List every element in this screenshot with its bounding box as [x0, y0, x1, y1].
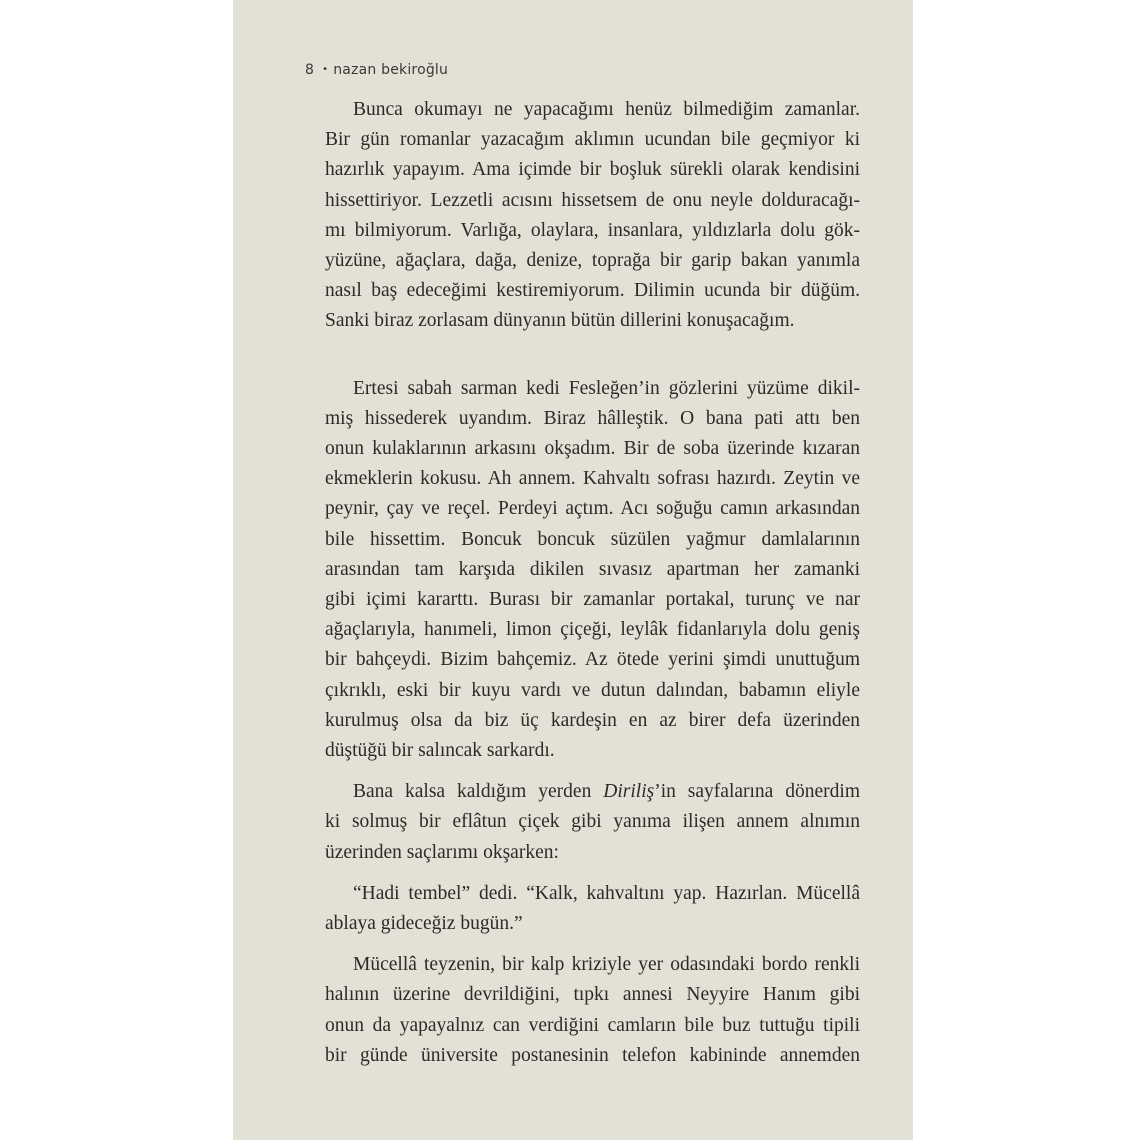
- text-line: kurulmuş olsa da biz üç kardeşin en az birer defa üzerinden: [325, 709, 860, 731]
- text-line: miş hissederek uyandım. Biraz hâlleştik. O bana pati attı ben: [325, 407, 860, 429]
- text-run: Bana kalsa kaldığım yerden: [353, 781, 604, 803]
- text-line: [325, 777, 860, 807]
- text-line: hazırlık yapayım. Ama içimde bir boşluk sürekli olarak kendisini: [325, 159, 860, 181]
- text-line: Mücellâ teyzenin, bir kalp kriziyle yer odasındaki bordo renkli: [353, 954, 860, 976]
- text-line: mı bilmiyorum. Varlığa, olaylara, insanlara, yıldızlarla dolu gök-: [325, 219, 860, 241]
- text-line: onun da yapayalnız can verdiğini camların bile buz tuttuğu tipili: [325, 1014, 860, 1036]
- text-line: Bir gün romanlar yazacağım aklımın ucundan bile geçmiyor ki: [325, 129, 860, 151]
- text-line: ki solmuş bir eflâtun çiçek gibi yanıma ilişen annem alnımın: [325, 811, 860, 833]
- text-line: ablaya gideceğiz bugün.”: [325, 913, 523, 935]
- paragraph-3: [325, 777, 860, 868]
- running-head: [305, 62, 448, 78]
- text-line: düştüğü bir salıncak sarkardı.: [325, 740, 555, 762]
- text-line: üzerinden saçlarımı okşarken:: [325, 841, 559, 863]
- text-line: arasından tam karşıda dikilen sıvasız apartman her zamanki: [325, 558, 860, 580]
- text-line: Ertesi sabah sarman kedi Fesleğen’in gözlerini yüzüme dikil-: [353, 377, 860, 399]
- text-line: halının üzerine devrildiğini, tıpkı annesi Neyyire Hanım gibi: [325, 984, 860, 1006]
- text-line: bir günde üniversite postanesinin telefon kabininde annemden: [325, 1044, 860, 1066]
- paragraph-1: [325, 95, 860, 337]
- text-run: ’in sayfalarına dönerdim: [654, 781, 860, 803]
- text-line: Sanki biraz zorlasam dünyanın bütün dillerini konuşacağım.: [325, 310, 795, 332]
- body-text: [325, 95, 860, 1071]
- text-line: peynir, çay ve reçel. Perdeyi açtım. Acı soğuğu camın arkasından: [325, 498, 860, 520]
- text-line: gibi içimi kararttı. Burası bir zamanlar portakal, turunç ve nar: [325, 589, 860, 611]
- bullet-separator: •: [322, 64, 329, 75]
- text-line: hissettiriyor. Lezzetli acısını hissetsem de onu neyle dolduracağı-: [325, 189, 860, 211]
- text-line: Bunca okumayı ne yapacağımı henüz bilmediğim zamanlar.: [353, 99, 860, 120]
- paragraph-5: [325, 950, 860, 1071]
- page-number: 8: [305, 62, 315, 78]
- text-line: yüzüne, ağaçlara, dağa, denize, toprağa bir garip bakan yanımla: [325, 250, 860, 272]
- author-name: nazan bekiroğlu: [333, 62, 449, 78]
- text-line: onun kulaklarının arkasını okşadım. Bir de soba üzerinde kızaran: [325, 438, 860, 460]
- paragraph-2: [325, 374, 860, 767]
- book-title-italic: Diriliş: [603, 781, 655, 803]
- text-line: “Hadi tembel” dedi. “Kalk, kahvaltını yap. Hazırlan. Mücellâ: [353, 882, 860, 904]
- text-line: bile hissettim. Boncuk boncuk süzülen yağmur damlalarının: [325, 528, 860, 550]
- text-line: ağaçlarıyla, hanımeli, limon çiçeği, leylâk fidanlarıyla dolu geniş: [325, 619, 860, 641]
- book-page: [233, 0, 913, 1140]
- text-line: nasıl baş edeceğimi kestiremiyorum. Dilimin ucunda bir düğüm.: [325, 280, 860, 302]
- text-line: bir bahçeydi. Bizim bahçemiz. Az ötede yerini şimdi unuttuğum: [325, 649, 860, 671]
- text-line: çıkrıklı, eski bir kuyu vardı ve dutun dalından, babamın eliyle: [325, 679, 860, 701]
- paragraph-4: [325, 879, 860, 939]
- text-line: ekmeklerin kokusu. Ah annem. Kahvaltı sofrası hazırdı. Zeytin ve: [325, 468, 860, 490]
